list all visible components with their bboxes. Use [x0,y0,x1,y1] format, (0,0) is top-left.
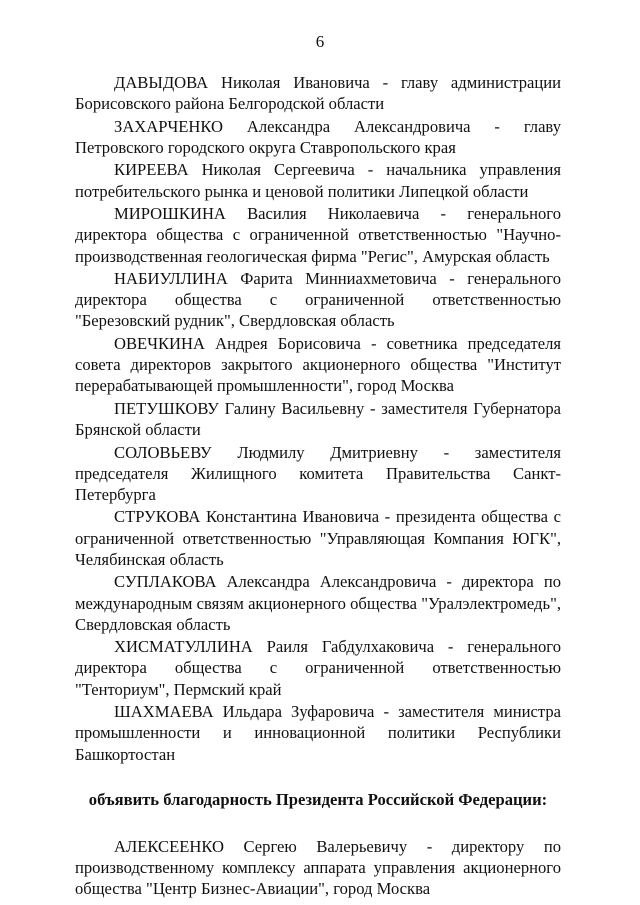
award-entry: НАБИУЛЛИНА Фарита Минниахметовича - генерального директора общества с ограниченной ответственностью "Березовский рудник", Свердловская область [75,269,561,331]
gratitude-entry: АЛЕКСЕЕНКО Сергею Валерьевичу - директору по производственному комплексу аппарата управления акционерного общества "Центр Бизнес-Авиации", город Москва [75,836,561,899]
award-entry: МИРОШКИНА Василия Николаевича - генерального директора общества с ограниченной ответственностью "Научно-производственная геологическая фирма "Регис", Амурская область [75,204,561,266]
award-entry: ШАХМАЕВА Ильдара Зуфаровича - заместителя министра промышленности и инновационной политики Республики Башкортостан [75,702,561,764]
page-number: 6 [315,32,325,51]
award-entry: СОЛОВЬЕВУ Людмилу Дмитриевну - заместителя председателя Жилищного комитета Правительства Санкт-Петербурга [75,442,561,504]
award-entry: КИРЕЕВА Николая Сергеевича - начальника управления потребительского рынка и ценовой политики Липецкой области [75,160,561,201]
award-entry: СТРУКОВА Константина Ивановича - президента общества с ограниченной ответственностью "Управляющая Компания ЮГК", Челябинская область [75,507,561,569]
document-body [75,72,561,901]
award-entry: СУПЛАКОВА Александра Александровича - директора по международным связям акционерного общества "Уралэлектромедь", Свердловская область [75,572,561,634]
award-entry: ДАВЫДОВА Николая Ивановича - главу администрации Борисовского района Белгородской области [75,73,561,114]
award-entry: ОВЕЧКИНА Андрея Борисовича - советника председателя совета директоров закрытого акционерного общества "Институт перерабатывающей промышленности", город Москва [75,333,561,396]
award-entry: ЗАХАРЧЕНКО Александра Александровича - главу Петровского городского округа Ставропольского края [75,116,561,157]
award-entry: ПЕТУШКОВУ Галину Васильевну - заместителя Губернатора Брянской области [75,398,561,440]
section-heading: объявить благодарность Президента Российской Федерации: [88,789,548,809]
award-entry: ХИСМАТУЛЛИНА Раиля Габдулхаковича - генерального директора общества с ограниченной ответственностью "Тенториум", Пермский край [75,637,561,699]
